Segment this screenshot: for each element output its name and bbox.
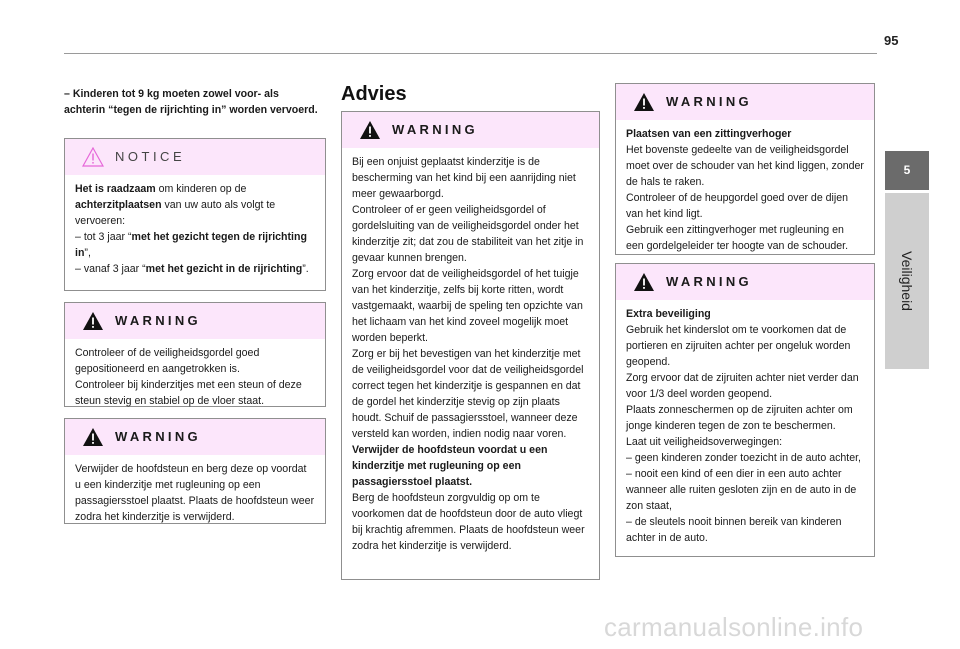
warning-box xyxy=(341,111,600,580)
notice-text: ”. xyxy=(302,263,309,275)
warning-paragraph: Plaats zonneschermen op de zijruiten achter om jonge kinderen tegen de zon te beschermen. xyxy=(626,404,853,432)
warning-body xyxy=(616,300,874,553)
warning-paragraph: Verwijder de hoofdsteun en berg deze op voordat u een kinderzitje met rugleuning op een passagiersstoel plaatst. Plaats de hoofdsteun weer zodra het kinderzitje is verwijderd. xyxy=(75,463,315,523)
warning-paragraph: Controleer bij kinderzitjes met een steun of deze steun stevig en stabiel op de vloer staat. xyxy=(75,379,302,407)
warning-paragraph: Controleer of de veiligheidsgordel goed gepositioneerd en aangetrokken is. xyxy=(75,347,260,375)
warning-header xyxy=(616,264,874,300)
header-rule xyxy=(64,53,877,54)
warning-paragraph: Zorg er bij het bevestigen van het kinderzitje met de veiligheidsgordel voor dat de veiligheidsgordel correct tegen het kinderzitje is gespannen en dat de gordel het kinderzitje stevig op zijn plaats houdt. Schuif de passagiersstoel, wanneer deze versteld kan worden, indien nodig naar voren. xyxy=(352,348,584,440)
warning-box xyxy=(615,263,875,557)
warning-header xyxy=(616,84,874,120)
warning-bold-paragraph: Verwijder de hoofdsteun voordat u een kinderzitje met rugleuning op een passagiersstoel plaatst. xyxy=(352,444,548,488)
warning-header xyxy=(65,419,325,455)
warning-list-item: – nooit een kind of een dier in een auto achter wanneer alle ruiten gesloten zijn en de auto in de zon staat, xyxy=(626,468,857,512)
notice-text: om kinderen op de xyxy=(155,183,247,195)
warning-label: WARNING xyxy=(115,429,201,444)
warning-title: Plaatsen van een zittingverhoger xyxy=(626,128,792,140)
warning-list-item: – de sleutels nooit binnen bereik van kinderen achter in de auto. xyxy=(626,516,842,544)
warning-paragraph: Het bovenste gedeelte van de veiligheidsgordel moet over de schouder van het kind liggen, zonder de hals te raken. xyxy=(626,144,864,188)
chapter-tab[interactable]: 5 xyxy=(885,151,929,190)
notice-header xyxy=(65,139,325,175)
warning-box xyxy=(615,83,875,255)
warning-paragraph: Gebruik het kinderslot om te voorkomen dat de portieren en zijruiten achter per ongeluk worden geopend. xyxy=(626,324,851,368)
notice-box xyxy=(64,138,326,291)
warning-label: WARNING xyxy=(115,313,201,328)
notice-emphasis: Het is raadzaam xyxy=(75,183,156,195)
notice-paragraph xyxy=(75,181,315,229)
warning-label: WARNING xyxy=(666,274,752,289)
notice-emphasis: achterzitplaatsen xyxy=(75,199,162,211)
notice-emphasis: met het gezicht tegen de rijrichting in xyxy=(75,231,307,259)
warning-paragraph: Gebruik een zittingverhoger met rugleuning en een gordelgeleider ter hoogte van de schouder. xyxy=(626,224,849,252)
notice-list-item xyxy=(75,261,315,277)
notice-text: van uw auto als volgt te vervoeren: xyxy=(75,199,276,227)
warning-body xyxy=(65,339,325,416)
intro-text: – Kinderen tot 9 kg moeten zowel voor- als achterin “tegen de rijrichting in” worden vervoerd. xyxy=(64,88,318,116)
warning-header xyxy=(65,303,325,339)
warning-paragraph: Controleer of de heupgordel goed over de dijen van het kind ligt. xyxy=(626,192,849,220)
warning-title: Extra beveiliging xyxy=(626,308,711,320)
notice-list-item xyxy=(75,229,315,261)
warning-box xyxy=(64,302,326,407)
notice-text: – vanaf 3 jaar “ xyxy=(75,263,146,275)
notice-text: ”, xyxy=(84,247,91,259)
section-heading: Advies xyxy=(341,83,407,105)
warning-triangle-icon xyxy=(633,272,655,292)
warning-triangle-icon xyxy=(633,92,655,112)
warning-triangle-icon xyxy=(82,427,104,447)
warning-triangle-icon xyxy=(359,120,381,140)
warning-paragraph: Laat uit veiligheidsoverwegingen: xyxy=(626,436,783,448)
notice-body xyxy=(65,175,325,284)
page-number: 95 xyxy=(884,33,899,48)
warning-triangle-icon xyxy=(82,311,104,331)
warning-paragraph: Zorg ervoor dat de veiligheidsgordel of het tuigje van het kinderzitje, zelfs bij korte ritten, wordt vastgemaakt, waarbij de speling ten opzichte van het lichaam van het kind zoveel mogelijk moet worden beperkt. xyxy=(352,268,583,344)
warning-label: WARNING xyxy=(666,94,752,109)
warning-box xyxy=(64,418,326,524)
warning-body xyxy=(65,455,325,532)
notice-text: – tot 3 jaar “ xyxy=(75,231,132,243)
warning-triangle-icon xyxy=(82,147,104,167)
warning-body xyxy=(342,148,599,561)
notice-emphasis: met het gezicht in de rijrichting xyxy=(145,263,303,275)
warning-list-item: – geen kinderen zonder toezicht in de auto achter, xyxy=(626,452,861,464)
warning-paragraph: Berg de hoofdsteun zorgvuldig op om te voorkomen dat de hoofdsteun door de auto vliegt bij krachtig afremmen. Plaats de hoofdsteun weer zodra het kinderzitje is verwijderd. xyxy=(352,492,585,552)
warning-paragraph: Bij een onjuist geplaatst kinderzitje is de bescherming van het kind bij een aanrijding niet meer gewaarborgd. xyxy=(352,156,576,200)
warning-paragraph: Controleer of er geen veiligheidsgordel of gordelsluiting van de veiligheidsgordel onder het kinderzitje zit; dat zou de stabiliteit van het zitje in gevaar kunnen brengen. xyxy=(352,204,584,264)
warning-header xyxy=(342,112,599,148)
warning-paragraph: Zorg ervoor dat de zijruiten achter niet verder dan voor 1/3 deel worden geopend. xyxy=(626,372,859,400)
warning-label: WARNING xyxy=(392,122,478,137)
warning-body xyxy=(616,120,874,261)
notice-label: NOTICE xyxy=(115,149,186,164)
chapter-title: Veiligheid xyxy=(899,251,915,311)
watermark: carmanualsonline.info xyxy=(604,612,864,642)
